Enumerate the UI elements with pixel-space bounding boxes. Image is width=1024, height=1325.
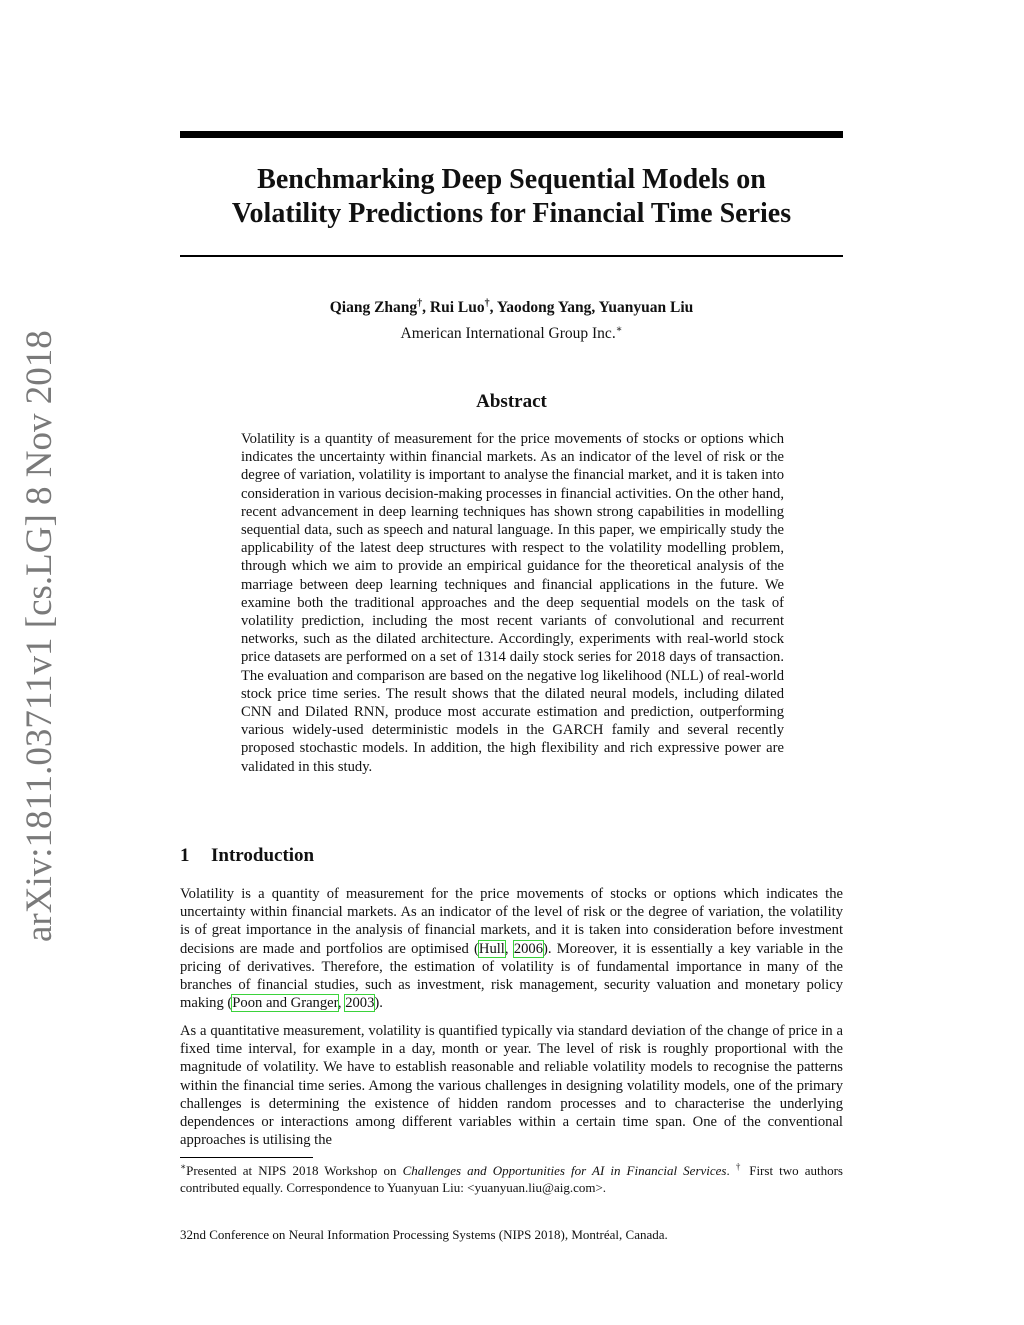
equal-contribution-mark: † xyxy=(484,297,490,309)
equal-contribution-mark: † xyxy=(417,297,423,309)
workshop-name: Challenges and Opportunities for AI in Financial Services xyxy=(402,1163,727,1178)
footnote-text: . xyxy=(726,1163,736,1178)
footnote-text: Presented at NIPS 2018 Workshop on xyxy=(186,1163,403,1178)
author-names-rest: , Yaodong Yang, Yuanyuan Liu xyxy=(489,299,694,316)
affiliation xyxy=(180,324,843,344)
introduction-paragraph-2: As a quantitative measurement, volatility is quantified typically via standard deviation of the change of price in a fixed time interval, for example in a day, month or year. The level of risk is roughly proportional with the magnitude of volatility. We have to establish reasonable and reliable volatility models to recognise the patterns within the financial time series. Among the various challenges in designing volatility models, one of the primary challenges is determining the existence of hidden random processes and to characterise the underlying dependences or interactions among different variables within a certain time span. One of the conventional approaches is utilising the xyxy=(180,1023,843,1149)
citation-link-poon-granger[interactable]: Poon and Granger xyxy=(232,995,338,1012)
introduction-paragraph-1 xyxy=(180,885,843,1012)
arxiv-identifier-watermark: arXiv:1811.03711v1 [cs.LG] 8 Nov 2018 xyxy=(19,330,60,942)
section-title: Introduction xyxy=(211,845,315,866)
citation-separator: , xyxy=(504,940,514,957)
section-number: 1 xyxy=(180,845,190,866)
footnote-mark: ∗ xyxy=(180,1161,187,1172)
author-list xyxy=(180,298,843,318)
affiliation-name: American International Group Inc. xyxy=(400,325,616,342)
title-bottom-rule xyxy=(180,255,843,257)
citation-link-hull[interactable]: Hull xyxy=(478,940,505,957)
conference-notice: 32nd Conference on Neural Information Processing Systems (NIPS 2018), Montréal, Canada. xyxy=(180,1227,668,1242)
author-name: Rui Luo xyxy=(429,299,485,316)
title-top-rule xyxy=(180,131,843,138)
footnote-mark: ∗ xyxy=(615,323,623,335)
abstract-heading: Abstract xyxy=(476,391,547,412)
footnote-text: First two authors contributed equally. Correspondence to Yuanyuan Liu: <yuanyuan.liu@aig.com>. xyxy=(180,1163,843,1195)
paragraph-text: Volatility is a quantity of measurement for the price movements of stocks or options which indicates the uncertainty within financial markets. As an indicator of the level of risk or the degree of variation, the volatility is of great importance in the analysis of financial markets, and it is taken into consideration before investment decisions are made and portfolios are optimised ( xyxy=(180,886,843,957)
title-line-1: Benchmarking Deep Sequential Models on xyxy=(257,164,766,195)
paragraph-text: ). xyxy=(374,995,383,1012)
abstract-text: Volatility is a quantity of measurement for the price movements of stocks or options which indicates the uncertainty within financial markets. As an indicator of the level of risk or the degree of variation, volatility is important to analyse the financial market, and it is taken into consideration in various decision-making processes in financial activities. On the other hand, recent advancement in deep learning techniques has shown strong capabilities in modelling sequential data, such as speech and natural language. In this paper, we empirically study the applicability of the latest deep structures with respect to the volatility modelling problem, through which we aim to provide an empirical guidance for the theoretical analysis of the marriage between deep learning techniques and financial applications in the future. We examine both the traditional approaches and the deep sequential models on the task of volatility prediction, including the most recent variants of convolutional and recurrent networks, such as the dilated architecture. Accordingly, experiments with real-world stock price datasets are performed on a set of 1314 daily stock series for 2018 days of transaction. The evaluation and comparison are based on the negative log likelihood (NLL) of real-world stock price time series. The result shows that the dilated neural models, including dilated CNN and Dilated RNN, produce most accurate estimation and prediction, outperforming various widely-used deterministic models in the GARCH family and several recently proposed stochastic models. In addition, the high flexibility and rich expressive power are validated in this study. xyxy=(241,431,784,775)
author-separator: , xyxy=(422,299,430,316)
author-name: Qiang Zhang xyxy=(329,299,418,316)
footnote xyxy=(180,1162,843,1196)
citation-separator: , xyxy=(337,995,346,1012)
paragraph-text: ). Moreover, it is essentially a key variable in the pricing of derivatives. Therefore, the estimation of volatility is of fundamental importance in many of the branches of financial studies, such as investment, risk management, security valuation and monetary policy making ( xyxy=(180,940,843,1012)
title-line-2: Volatility Predictions for Financial Time Series xyxy=(231,198,792,229)
footnote-rule xyxy=(180,1157,313,1158)
citation-link-poon-granger-year[interactable]: 2003 xyxy=(345,995,375,1012)
equal-contribution-mark: † xyxy=(735,1161,744,1172)
section-heading-introduction xyxy=(180,844,314,868)
citation-link-hull-year[interactable]: 2006 xyxy=(513,940,543,957)
paper-title xyxy=(180,163,843,231)
